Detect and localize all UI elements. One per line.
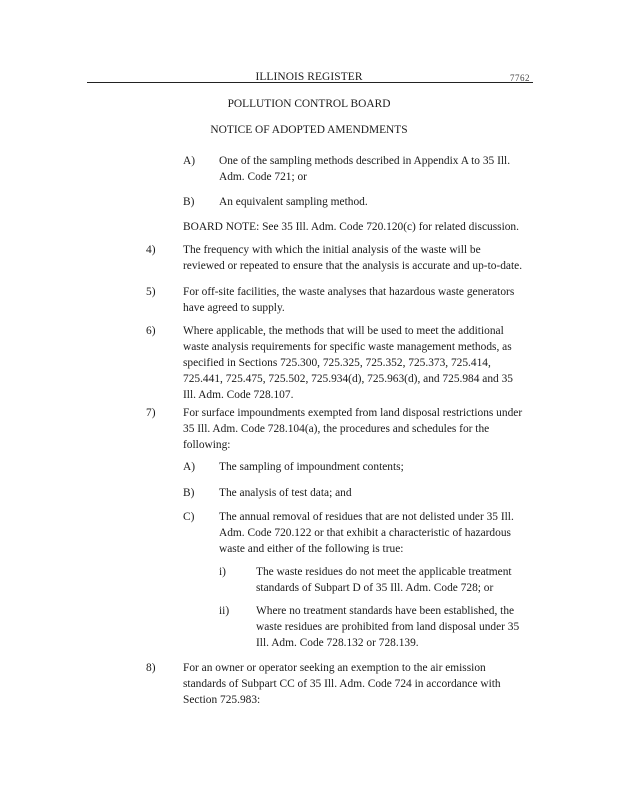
item-5-marker: 5) xyxy=(146,286,156,298)
item-7c-i-line-1: The waste residues do not meet the applicable treatment xyxy=(256,566,512,578)
item-8-line-2: standards of Subpart CC of 35 Ill. Adm. Code 724 in accordance with xyxy=(183,678,501,690)
item-6-line-2: waste analysis requirements for specific waste management methods, as xyxy=(183,341,512,353)
item-8-marker: 8) xyxy=(146,662,156,674)
item-6-line-5: Ill. Adm. Code 728.107. xyxy=(183,389,294,401)
item-7c-marker: C) xyxy=(183,511,195,523)
item-4-line-1: The frequency with which the initial analysis of the waste will be xyxy=(183,244,481,256)
item-7b-marker: B) xyxy=(183,487,195,499)
item-4-line-2: reviewed or repeated to ensure that the analysis is accurate and up-to-date. xyxy=(183,260,523,272)
item-7b-line-1: The analysis of test data; and xyxy=(219,487,352,499)
board-name: POLLUTION CONTROL BOARD xyxy=(227,98,391,110)
item-7c-line-3: waste and either of the following is true: xyxy=(219,543,404,555)
register-title: ILLINOIS REGISTER xyxy=(255,71,363,83)
item-7c-line-1: The annual removal of residues that are not delisted under 35 Ill. xyxy=(219,511,514,523)
item-8-line-3: Section 725.983: xyxy=(183,694,261,706)
item-b-top-marker: B) xyxy=(183,196,195,208)
item-7c-i-marker: i) xyxy=(219,566,226,578)
item-6-line-4: 725.441, 725.475, 725.502, 725.934(d), 725.963(d), and 725.984 and 35 xyxy=(183,373,513,385)
item-7a-marker: A) xyxy=(183,461,196,473)
item-7c-ii-marker: ii) xyxy=(219,605,230,617)
item-5-line-2: have agreed to supply. xyxy=(183,302,285,314)
item-7-line-1: For surface impoundments exempted from land disposal restrictions under xyxy=(183,407,523,419)
item-7c-line-2: Adm. Code 720.122 or that exhibit a characteristic of hazardous xyxy=(219,527,511,539)
item-a-top-marker: A) xyxy=(183,155,196,167)
item-b-top-line-1: An equivalent sampling method. xyxy=(219,196,368,208)
item-7-line-2: 35 Ill. Adm. Code 728.104(a), the procedures and schedules for the xyxy=(183,423,490,435)
header-rule xyxy=(87,82,533,83)
item-7a-line-1: The sampling of impoundment contents; xyxy=(219,461,404,473)
item-6-marker: 6) xyxy=(146,325,156,337)
item-a-top-line-1: One of the sampling methods described in Appendix A to 35 Ill. xyxy=(219,155,511,167)
item-7c-ii-line-2: waste residues are prohibited from land disposal under 35 xyxy=(256,621,520,633)
item-7c-ii-line-1: Where no treatment standards have been established, the xyxy=(256,605,515,617)
item-7-marker: 7) xyxy=(146,407,156,419)
item-6-line-1: Where applicable, the methods that will be used to meet the additional xyxy=(183,325,504,337)
item-4-marker: 4) xyxy=(146,244,156,256)
page-number-mark: 7762 xyxy=(510,73,530,83)
board-note: BOARD NOTE: See 35 Ill. Adm. Code 720.120(c) for related discussion. xyxy=(183,221,519,233)
item-7c-i-line-2: standards of Subpart D of 35 Ill. Adm. Code 728; or xyxy=(256,582,494,594)
item-8-line-1: For an owner or operator seeking an exemption to the air emission xyxy=(183,662,486,674)
item-7-line-3: following: xyxy=(183,439,231,451)
item-6-line-3: specified in Sections 725.300, 725.325, 725.352, 725.373, 725.414, xyxy=(183,357,491,369)
item-5-line-1: For off-site facilities, the waste analyses that hazardous waste generators xyxy=(183,286,515,298)
item-a-top-line-2: Adm. Code 721; or xyxy=(219,171,307,183)
notice-title: NOTICE OF ADOPTED AMENDMENTS xyxy=(210,124,408,136)
item-7c-ii-line-3: Ill. Adm. Code 728.132 or 728.139. xyxy=(256,637,419,649)
